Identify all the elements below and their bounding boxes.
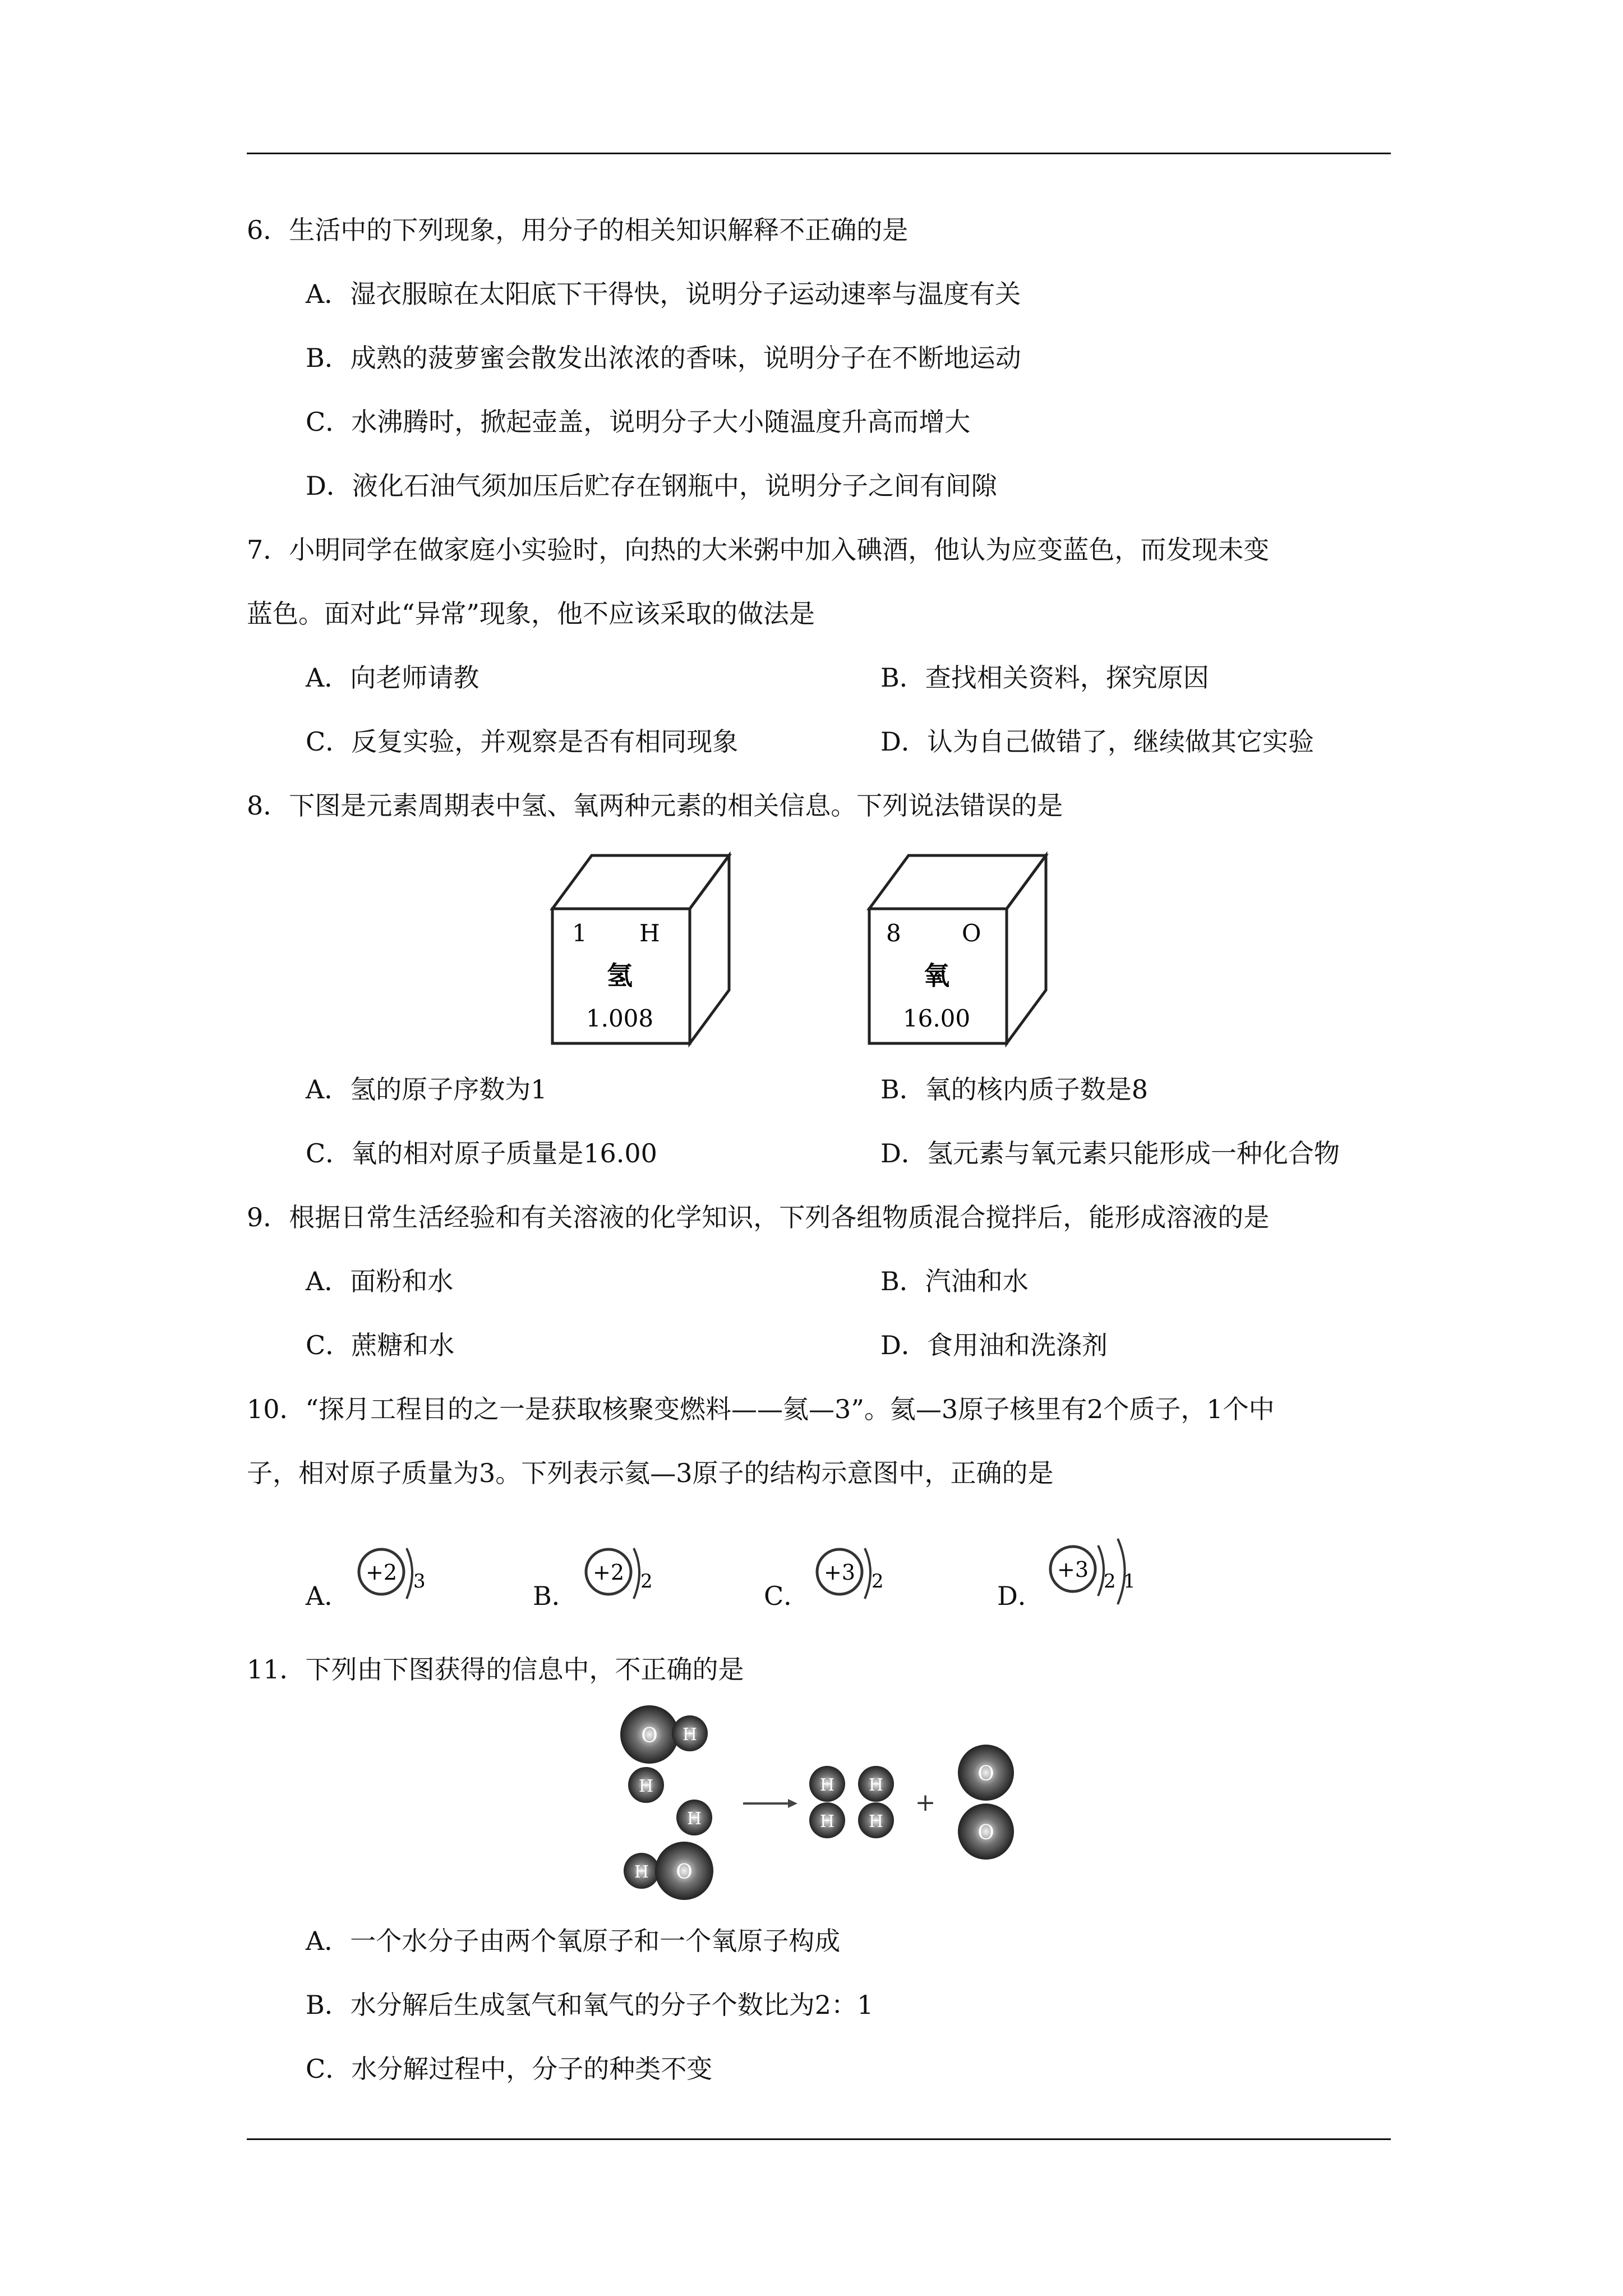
svg-text:H: H	[682, 1725, 698, 1745]
water-molecule-1	[620, 1705, 708, 1803]
question-6-option-b: B．成熟的菠萝蜜会散发出浓浓的香味，说明分子在不断地运动	[306, 343, 1021, 373]
svg-text:H: H	[634, 1862, 649, 1882]
question-7-option-c: C．反复实验，并观察是否有相同现象	[306, 726, 739, 757]
question-8-option-b: B．氧的核内质子数是8	[880, 1074, 1149, 1105]
oxygen-name: 氧	[924, 960, 949, 991]
question-9-option-d: D．食用油和洗涤剂	[880, 1330, 1108, 1360]
question-11-option-b: B．水分解后生成氢气和氧气的分子个数比为2：1	[306, 1990, 874, 2020]
svg-text:H: H	[868, 1775, 884, 1795]
atom-a-nucleus-charge: +2	[365, 1560, 398, 1585]
question-11-stem: 11．下列由下图获得的信息中，不正确的是	[247, 1654, 744, 1685]
hydrogen-molecule-2	[858, 1766, 894, 1838]
hydrogen-name: 氢	[607, 960, 633, 991]
svg-text:H: H	[819, 1775, 835, 1795]
atom-c-nucleus-charge: +3	[823, 1560, 856, 1585]
svg-text:H: H	[686, 1809, 702, 1829]
atom-c-shell-1: 2	[872, 1570, 884, 1593]
atom-a-shell-1: 3	[413, 1570, 426, 1593]
question-6-stem: 6．生活中的下列现象，用分子的相关知识解释不正确的是	[247, 215, 909, 245]
atom-d-shell-2: 1	[1123, 1570, 1136, 1593]
atom-b-nucleus-charge: +2	[592, 1560, 625, 1585]
oxygen-symbol: O	[962, 919, 981, 947]
question-8-stem: 8．下图是元素周期表中氢、氧两种元素的相关信息。下列说法错误的是	[247, 790, 1063, 821]
question-9-option-c: C．蔗糖和水	[306, 1330, 455, 1360]
hydrogen-atomic-number: 1	[572, 919, 587, 947]
svg-text:O: O	[978, 1763, 994, 1786]
atom-diagram-a	[351, 1537, 440, 1610]
question-8-option-d: D．氢元素与氧元素只能形成一种化合物	[880, 1138, 1340, 1168]
question-10-option-c-label: C．	[764, 1581, 810, 1611]
question-10-option-b-label: B．	[533, 1581, 578, 1611]
atom-b-shell-1: 2	[640, 1570, 653, 1593]
atom-diagram-c	[809, 1537, 898, 1610]
atom-d-shell-1: 2	[1104, 1570, 1116, 1593]
water-decomposition-diagram	[611, 1700, 1038, 1907]
question-9-option-b: B．汽油和水	[880, 1266, 1029, 1296]
question-7-option-a: A．向老师请教	[306, 662, 479, 693]
svg-text:H: H	[868, 1812, 884, 1832]
question-8-option-a: A．氢的原子序数为1	[306, 1074, 547, 1105]
question-6-option-c: C．水沸腾时，掀起壶盖，说明分子大小随温度升高而增大	[306, 407, 971, 437]
oxygen-molecule	[958, 1745, 1014, 1860]
question-10-option-d-label: D．	[997, 1581, 1044, 1611]
question-11-option-a: A．一个水分子由两个氧原子和一个氧原子构成	[306, 1926, 841, 1956]
reaction-arrow	[743, 1799, 797, 1808]
svg-text:O: O	[641, 1724, 658, 1747]
hydrogen-element-cube	[550, 847, 740, 1049]
question-7-option-d: D．认为自己做错了，继续做其它实验	[880, 726, 1314, 757]
footer-rule	[247, 2138, 1391, 2140]
header-rule	[247, 153, 1391, 154]
hydrogen-mass: 1.008	[585, 1005, 654, 1032]
oxygen-mass: 16.00	[902, 1005, 971, 1032]
question-6-option-d: D．液化石油气须加压后贮存在钢瓶中，说明分子之间有间隙	[306, 471, 997, 501]
question-10-option-a-label: A．	[306, 1581, 351, 1611]
hydrogen-molecule-1	[809, 1766, 845, 1838]
question-6-option-a: A．湿衣服晾在太阳底下干得快，说明分子运动速率与温度有关	[306, 279, 1021, 309]
oxygen-element-cube	[866, 847, 1057, 1049]
question-10-stem-line-1: 10．“探月工程目的之一是获取核聚变燃料——氦—3”。氦—3原子核里有2个质子，1个中	[247, 1394, 1275, 1424]
question-10-stem-line-2: 子，相对原子质量为3。下列表示氦—3原子的结构示意图中，正确的是	[247, 1458, 1054, 1488]
question-8-option-c: C．氧的相对原子质量是16.00	[306, 1138, 657, 1168]
svg-text:H: H	[819, 1812, 835, 1832]
question-7-stem-line-1: 7．小明同学在做家庭小实验时，向热的大米粥中加入碘酒，他认为应变蓝色，而发现未变	[247, 535, 1270, 565]
question-9-stem: 9．根据日常生活经验和有关溶液的化学知识，下列各组物质混合搅拌后，能形成溶液的是	[247, 1202, 1270, 1232]
question-11-option-c: C．水分解过程中，分子的种类不变	[306, 2054, 713, 2084]
atom-diagram-d	[1042, 1534, 1154, 1613]
atom-diagram-b	[578, 1537, 667, 1610]
question-7-option-b: B．查找相关资料，探究原因	[880, 662, 1209, 693]
hydrogen-symbol: H	[639, 919, 660, 947]
question-9-option-a: A．面粉和水	[306, 1266, 454, 1296]
svg-text:O: O	[676, 1861, 693, 1884]
plus-sign: +	[915, 1788, 936, 1817]
oxygen-atomic-number: 8	[886, 919, 901, 947]
svg-text:H: H	[638, 1777, 654, 1796]
water-molecule-2	[624, 1800, 713, 1900]
svg-text:O: O	[978, 1821, 994, 1844]
question-7-stem-line-2: 蓝色。面对此“异常”现象，他不应该采取的做法是	[247, 599, 815, 629]
atom-d-nucleus-charge: +3	[1057, 1557, 1089, 1582]
